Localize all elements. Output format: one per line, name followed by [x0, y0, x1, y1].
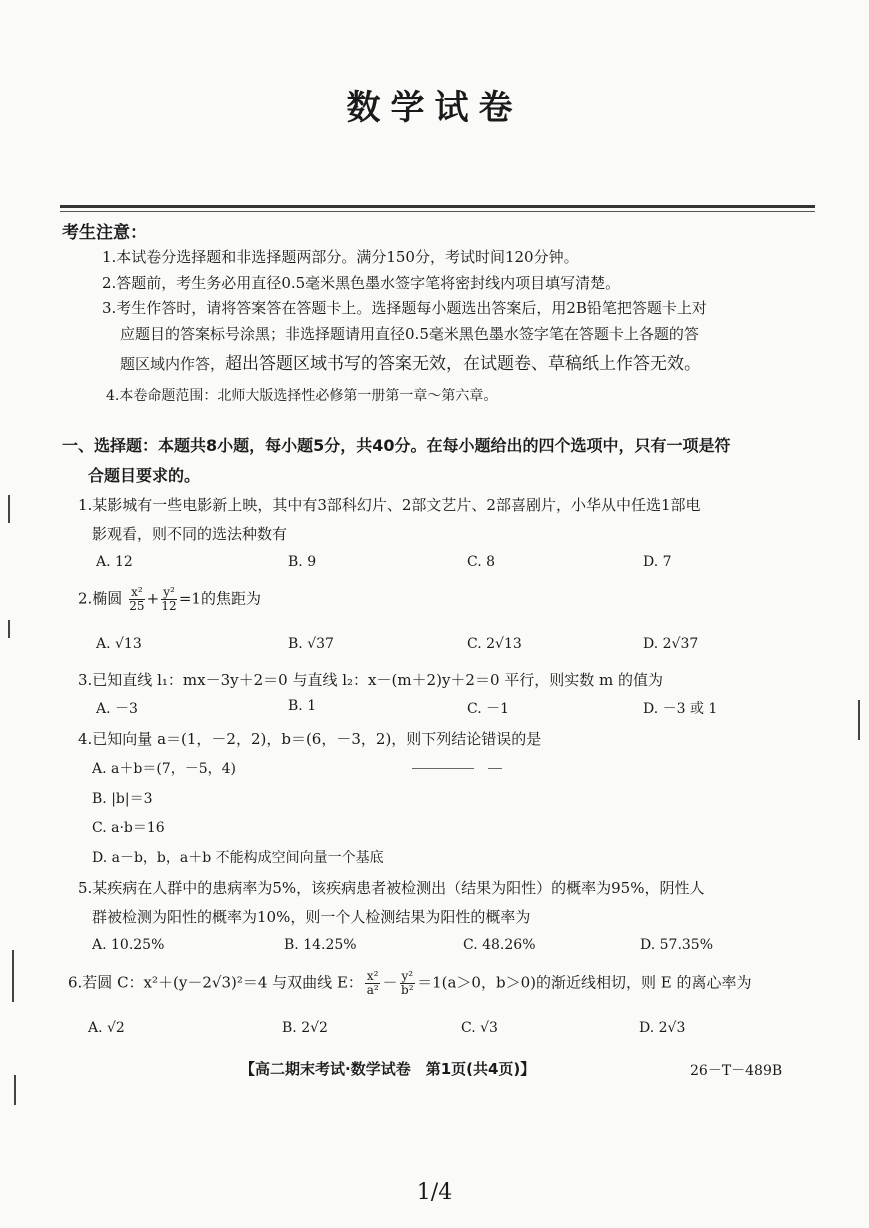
q6-fraction-x: [365, 970, 381, 997]
header-rule-thick: [60, 205, 815, 208]
q2-fraction-x: [129, 586, 145, 613]
q2-option-a: A. √13: [96, 636, 142, 652]
q6-y-num: y²: [401, 969, 414, 983]
q6-option-b: B. 2√2: [282, 1020, 328, 1036]
q6-suffix: ＝1(a＞0，b＞0)的渐近线相切，则 E 的离心率为: [417, 973, 752, 992]
q3-option-b: B. 1: [288, 698, 317, 714]
q6-option-c: C. √3: [461, 1020, 498, 1036]
binding-mark: [8, 495, 10, 523]
q2-plus: +: [146, 589, 160, 608]
q6-minus: －: [382, 973, 398, 992]
q4-option-b: B. |b|＝3: [92, 791, 153, 807]
q2-stem: [78, 586, 261, 613]
notice-item-3-cont2-a: 题区域内作答，: [120, 355, 226, 373]
q2-y-den: 12: [161, 599, 177, 613]
binding-mark-3: [12, 950, 14, 1002]
notice-item-3-cont2: [120, 349, 701, 374]
pen-stroke-2: [488, 768, 502, 769]
q6-option-d: D. 2√3: [639, 1020, 686, 1036]
q3-option-c: C. －1: [467, 701, 510, 717]
q1-line2: 影观看，则不同的选法种数有: [92, 525, 288, 543]
binding-mark-5: [858, 700, 860, 740]
q6-x-num: x²: [366, 969, 379, 983]
q3-stem: 3.已知直线 l₁：mx－3y＋2＝0 与直线 l₂：x－(m＋2)y＋2＝0 平行，则实数 m 的值为: [78, 671, 664, 689]
notice-item-1: 1.本试卷分选择题和非选择题两部分。满分150分，考试时间120分钟。: [102, 248, 579, 266]
notice-item-4: 4.本卷命题范围：北师大版选择性必修第一册第一章～第六章。: [106, 388, 498, 404]
q5-option-a: A. 10.25%: [92, 937, 165, 953]
q6-stem: [68, 970, 751, 997]
q4-option-d: D. a－b，b，a＋b 不能构成空间向量一个基底: [92, 850, 384, 866]
q6-prefix: 6.若圆 C：x²＋(y－2√3)²＝4 与双曲线 E：: [68, 973, 363, 992]
q5-option-c: C. 48.26%: [463, 937, 536, 953]
q1-line1: 1.某影城有一些电影新上映，其中有3部科幻片、2部文艺片、2部喜剧片，小华从中任选1部电: [78, 496, 701, 514]
q6-option-a: A. √2: [88, 1020, 125, 1036]
q2-option-b: B. √37: [288, 636, 334, 652]
q3-option-d: D. －3 或 1: [643, 701, 718, 717]
notice-item-3-warning: 超出答题区域书写的答案无效，在试题卷、草稿纸上作答无效。: [225, 354, 702, 374]
q2-option-d: D. 2√37: [643, 636, 699, 652]
notice-item-3-cont: 应题目的答案标号涂黑；非选择题请用直径0.5毫米黑色墨水签字笔在答题卡上各题的答: [120, 325, 699, 343]
q1-option-b: B. 9: [288, 554, 317, 570]
q4-stem: 4.已知向量 a＝(1，－2，2)，b＝(6，－3，2)，则下列结论错误的是: [78, 730, 542, 748]
q2-prefix: 2.椭圆: [78, 589, 123, 608]
q1-option-d: D. 7: [643, 554, 672, 570]
q2-fraction-y: [161, 586, 177, 613]
q5-option-d: D. 57.35%: [640, 937, 714, 953]
section1-line1: 一、选择题：本题共8小题，每小题5分，共40分。在每小题给出的四个选项中，只有一项是符: [62, 436, 731, 455]
q4-option-c: C. a·b＝16: [92, 820, 165, 836]
header-rule-thin: [60, 211, 815, 212]
q6-fraction-y: [400, 970, 416, 997]
notice-heading: 考生注意：: [62, 223, 147, 243]
q6-y-den: b²: [401, 983, 414, 997]
q3-option-a: A. －3: [96, 701, 138, 717]
exam-title: 数学试卷: [346, 88, 523, 128]
q6-x-den: a²: [366, 983, 379, 997]
page-footer: 【高二期末考试·数学试卷 第1页(共4页)】: [240, 1060, 536, 1078]
q5-line2: 群被检测为阳性的概率为10%，则一个人检测结果为阳性的概率为: [92, 908, 531, 926]
notice-item-2: 2.答题前，考生务必用直径0.5毫米黑色墨水签字笔将密封线内项目填写清楚。: [102, 274, 621, 292]
q2-x-num: x²: [131, 585, 143, 599]
binding-mark-4: [14, 1075, 16, 1105]
q5-option-b: B. 14.25%: [284, 937, 357, 953]
q5-line1: 5.某疾病在人群中的患病率为5%，该疾病患者被检测出（结果为阳性）的概率为95%，阴性人: [78, 879, 705, 897]
exam-code: 26－T－489B: [690, 1063, 783, 1079]
section1-line2: 合题目要求的。: [88, 466, 201, 485]
q1-option-c: C. 8: [467, 554, 496, 570]
q2-suffix: =1的焦距为: [178, 589, 261, 608]
binding-mark-2: [8, 620, 10, 638]
q4-option-a: A. a＋b＝(7，－5，4): [92, 761, 236, 777]
page-number: 1/4: [416, 1180, 453, 1205]
q2-y-num: y²: [163, 585, 175, 599]
q2-x-den: 25: [129, 599, 145, 613]
q1-option-a: A. 12: [96, 554, 133, 570]
q2-option-c: C. 2√13: [467, 636, 522, 652]
pen-stroke: [412, 768, 474, 769]
notice-item-3: 3.考生作答时，请将答案答在答题卡上。选择题每小题选出答案后，用2B铅笔把答题卡上对: [102, 299, 707, 317]
